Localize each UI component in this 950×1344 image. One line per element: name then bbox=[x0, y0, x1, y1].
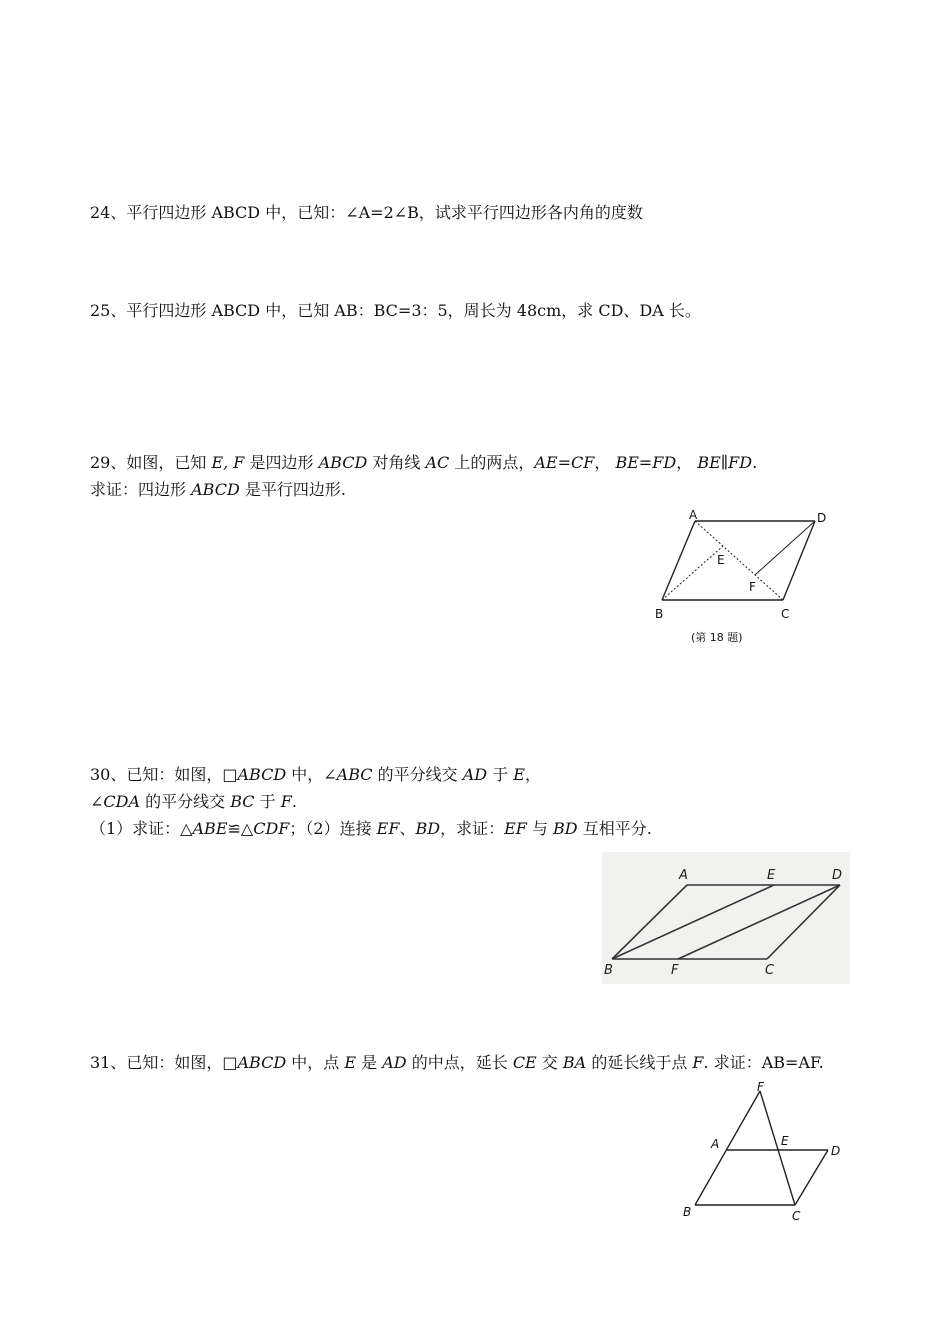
text: 中，∠ bbox=[286, 765, 337, 784]
label-b: B bbox=[655, 607, 664, 621]
text: 的中点，延长 bbox=[406, 1053, 513, 1072]
math: □ABCD bbox=[222, 1053, 287, 1072]
text: ≌△ bbox=[227, 819, 254, 838]
text: 与 bbox=[526, 819, 554, 838]
text: ， bbox=[676, 453, 698, 472]
text: （1）求证：△ bbox=[90, 819, 193, 838]
label-d: D bbox=[831, 1144, 841, 1158]
math: BD bbox=[415, 819, 441, 838]
question-30-line-2 bbox=[90, 792, 297, 812]
text: 交 bbox=[536, 1053, 563, 1072]
text: 、 bbox=[399, 819, 416, 838]
question-25 bbox=[90, 301, 701, 321]
text: ， bbox=[594, 453, 616, 472]
text: ，求证： bbox=[440, 819, 505, 838]
label-f: F bbox=[671, 963, 679, 978]
math: □ABCD bbox=[222, 765, 287, 784]
text: 对角线 bbox=[367, 453, 426, 472]
figure-q29 bbox=[645, 505, 845, 655]
text: 中，点 bbox=[286, 1053, 345, 1072]
text: ， bbox=[524, 765, 541, 784]
math: EF bbox=[376, 819, 400, 838]
text: 的延长线于点 bbox=[586, 1053, 693, 1072]
label-f: F bbox=[749, 580, 756, 594]
math: CE bbox=[512, 1053, 537, 1072]
text: ∠ bbox=[90, 792, 104, 811]
math: AE=CF bbox=[534, 453, 595, 472]
math: CDF bbox=[253, 819, 290, 838]
label-d: D bbox=[817, 511, 827, 525]
math: ABC bbox=[336, 765, 373, 784]
figure-caption: (第 18 题) bbox=[691, 631, 743, 644]
math: E bbox=[344, 1053, 357, 1072]
math: E bbox=[513, 765, 525, 784]
question-25-text: 25、平行四边形 ABCD 中，已知 AB：BC=3：5，周长为 48cm，求 CD、DA 长。 bbox=[90, 301, 701, 320]
text: 是 bbox=[356, 1053, 383, 1072]
label-c: C bbox=[765, 963, 775, 978]
text: 是平行四边形. bbox=[239, 480, 346, 499]
label-e: E bbox=[717, 553, 725, 567]
edge-ab-extended bbox=[695, 1091, 760, 1205]
diagonal-ac bbox=[695, 521, 783, 600]
figure-q30 bbox=[602, 852, 850, 984]
math: F bbox=[280, 792, 292, 811]
math: F bbox=[692, 1053, 704, 1072]
label-d: D bbox=[832, 868, 843, 883]
figure-q31 bbox=[680, 1080, 850, 1225]
label-e: E bbox=[767, 868, 776, 883]
question-24 bbox=[90, 203, 643, 223]
math: ABCD bbox=[318, 453, 368, 472]
label-a: A bbox=[679, 868, 688, 883]
question-24-text: 24、平行四边形 ABCD 中，已知：∠A=2∠B，试求平行四边形各内角的度数 bbox=[90, 203, 643, 222]
text: 求证：四边形 bbox=[90, 480, 192, 499]
label-c: C bbox=[792, 1209, 801, 1223]
math: E, F bbox=[211, 453, 245, 472]
text: . bbox=[752, 453, 758, 472]
text: 互相平分. bbox=[577, 819, 652, 838]
label-a: A bbox=[689, 508, 698, 522]
segment-fd bbox=[755, 521, 815, 575]
question-30-line-3 bbox=[90, 819, 652, 839]
math: CDA bbox=[103, 792, 141, 811]
text: 的平分线交 bbox=[140, 792, 231, 811]
question-29-line-2 bbox=[90, 480, 346, 500]
segment-be bbox=[662, 546, 723, 600]
math: BE∥FD bbox=[697, 453, 753, 472]
math: BE=FD bbox=[615, 453, 677, 472]
math: AD bbox=[462, 765, 488, 784]
text: 上的两点， bbox=[449, 453, 535, 472]
text: 31、已知：如图， bbox=[90, 1053, 223, 1072]
text: . bbox=[291, 792, 297, 811]
math: BD bbox=[553, 819, 578, 838]
label-e: E bbox=[781, 1134, 789, 1148]
label-b: B bbox=[683, 1205, 692, 1219]
math: EF bbox=[504, 819, 527, 838]
edge-ab bbox=[662, 521, 695, 600]
text: 于 bbox=[487, 765, 514, 784]
math: AC bbox=[425, 453, 450, 472]
question-30-line-1 bbox=[90, 765, 541, 785]
figure-background bbox=[602, 852, 850, 984]
math: AD bbox=[382, 1053, 407, 1072]
edge-cd bbox=[783, 521, 815, 600]
text: 30、已知：如图， bbox=[90, 765, 223, 784]
math: ABCD bbox=[191, 480, 240, 499]
text: 是四边形 bbox=[244, 453, 319, 472]
label-c: C bbox=[781, 607, 790, 621]
edge-cd bbox=[795, 1150, 828, 1205]
segment-cf bbox=[760, 1091, 795, 1205]
math: BA bbox=[562, 1053, 587, 1072]
text: 于 bbox=[254, 792, 281, 811]
math: BC bbox=[230, 792, 255, 811]
question-31-line-1 bbox=[90, 1053, 824, 1073]
text: ；（2）连接 bbox=[289, 819, 377, 838]
label-b: B bbox=[604, 963, 613, 978]
math: ABE bbox=[192, 819, 228, 838]
question-29-line-1 bbox=[90, 453, 757, 473]
text: . 求证：AB=AF. bbox=[703, 1053, 824, 1072]
label-f: F bbox=[757, 1080, 764, 1094]
label-a: A bbox=[711, 1137, 720, 1151]
text: 的平分线交 bbox=[372, 765, 463, 784]
text: 29、如图，已知 bbox=[90, 453, 212, 472]
